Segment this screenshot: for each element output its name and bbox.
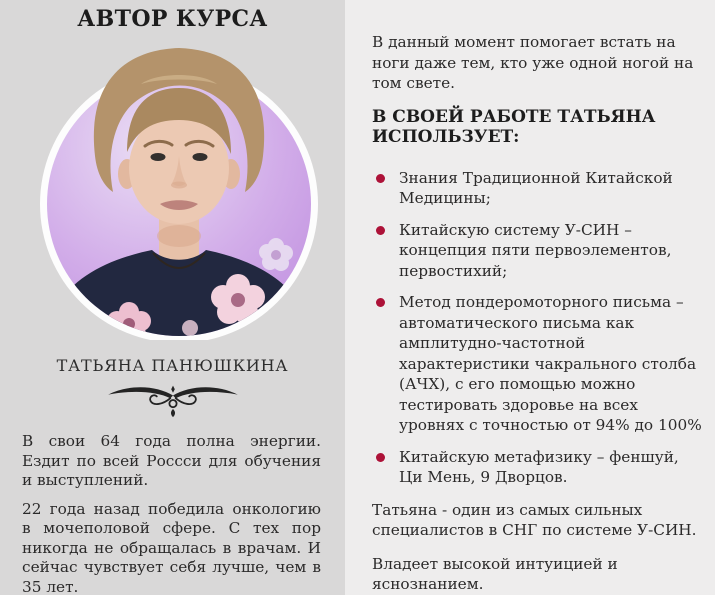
author-name: ТАТЬЯНА ПАНЮШКИНА <box>56 356 289 375</box>
intro-paragraph: В данный момент помогает встать на ноги даже тем, кто уже одной ногой на том свете. <box>372 33 694 92</box>
list-item <box>372 447 703 488</box>
bullet-dot-icon <box>376 453 385 462</box>
bio-paragraph-2: 22 года назад победила онкологию в мочеполовой сфере. С тех пор никогда не обращалась в врачам. И сейчас чувствует себя лучше, чем в 35 лет. <box>22 499 321 595</box>
bullet-dot-icon <box>376 226 385 235</box>
author-photo <box>0 38 345 340</box>
right-column <box>345 0 715 595</box>
list-item-text: Китайскую метафизику – феншуй, Ци Мень, 9 Дворцов. <box>399 447 679 486</box>
list-item-text: Китайскую систему У-СИН – концепция пяти первоэлементов, первостихий; <box>399 220 672 280</box>
bullet-dot-icon <box>376 298 385 307</box>
ornament-divider-icon <box>98 382 248 418</box>
list-item <box>372 292 703 436</box>
list-item <box>372 168 703 209</box>
page-title: АВТОР КУРСА <box>77 6 268 32</box>
list-item-text: Знания Традиционной Китайской Медицины; <box>399 168 673 207</box>
section-heading: В СВОЕЙ РАБОТЕ ТАТЬЯНА ИСПОЛЬЗУЕТ: <box>372 106 656 147</box>
bio-paragraph-1: В свои 64 года полна энергии. Ездит по всей Россси для обучения и выступлений. <box>22 432 321 489</box>
skills-list <box>372 168 703 488</box>
outro-paragraph-2: Владеет высокой интуицией и яснознанием. <box>372 554 618 593</box>
bullet-dot-icon <box>376 174 385 183</box>
outro-paragraph-1: Татьяна - один из самых сильных специалистов в СНГ по системе У-СИН. <box>372 500 697 539</box>
portrait-image <box>33 40 325 340</box>
left-column <box>0 0 345 595</box>
list-item <box>372 220 703 282</box>
list-item-text: Метод пондеромоторного письма – автоматического письма как амплитудно-частотной характеристики чакрального столба (АЧХ), с его помощью можно тестировать здоровье на всех уровнях с точностью от 94% до 100% <box>399 293 702 434</box>
